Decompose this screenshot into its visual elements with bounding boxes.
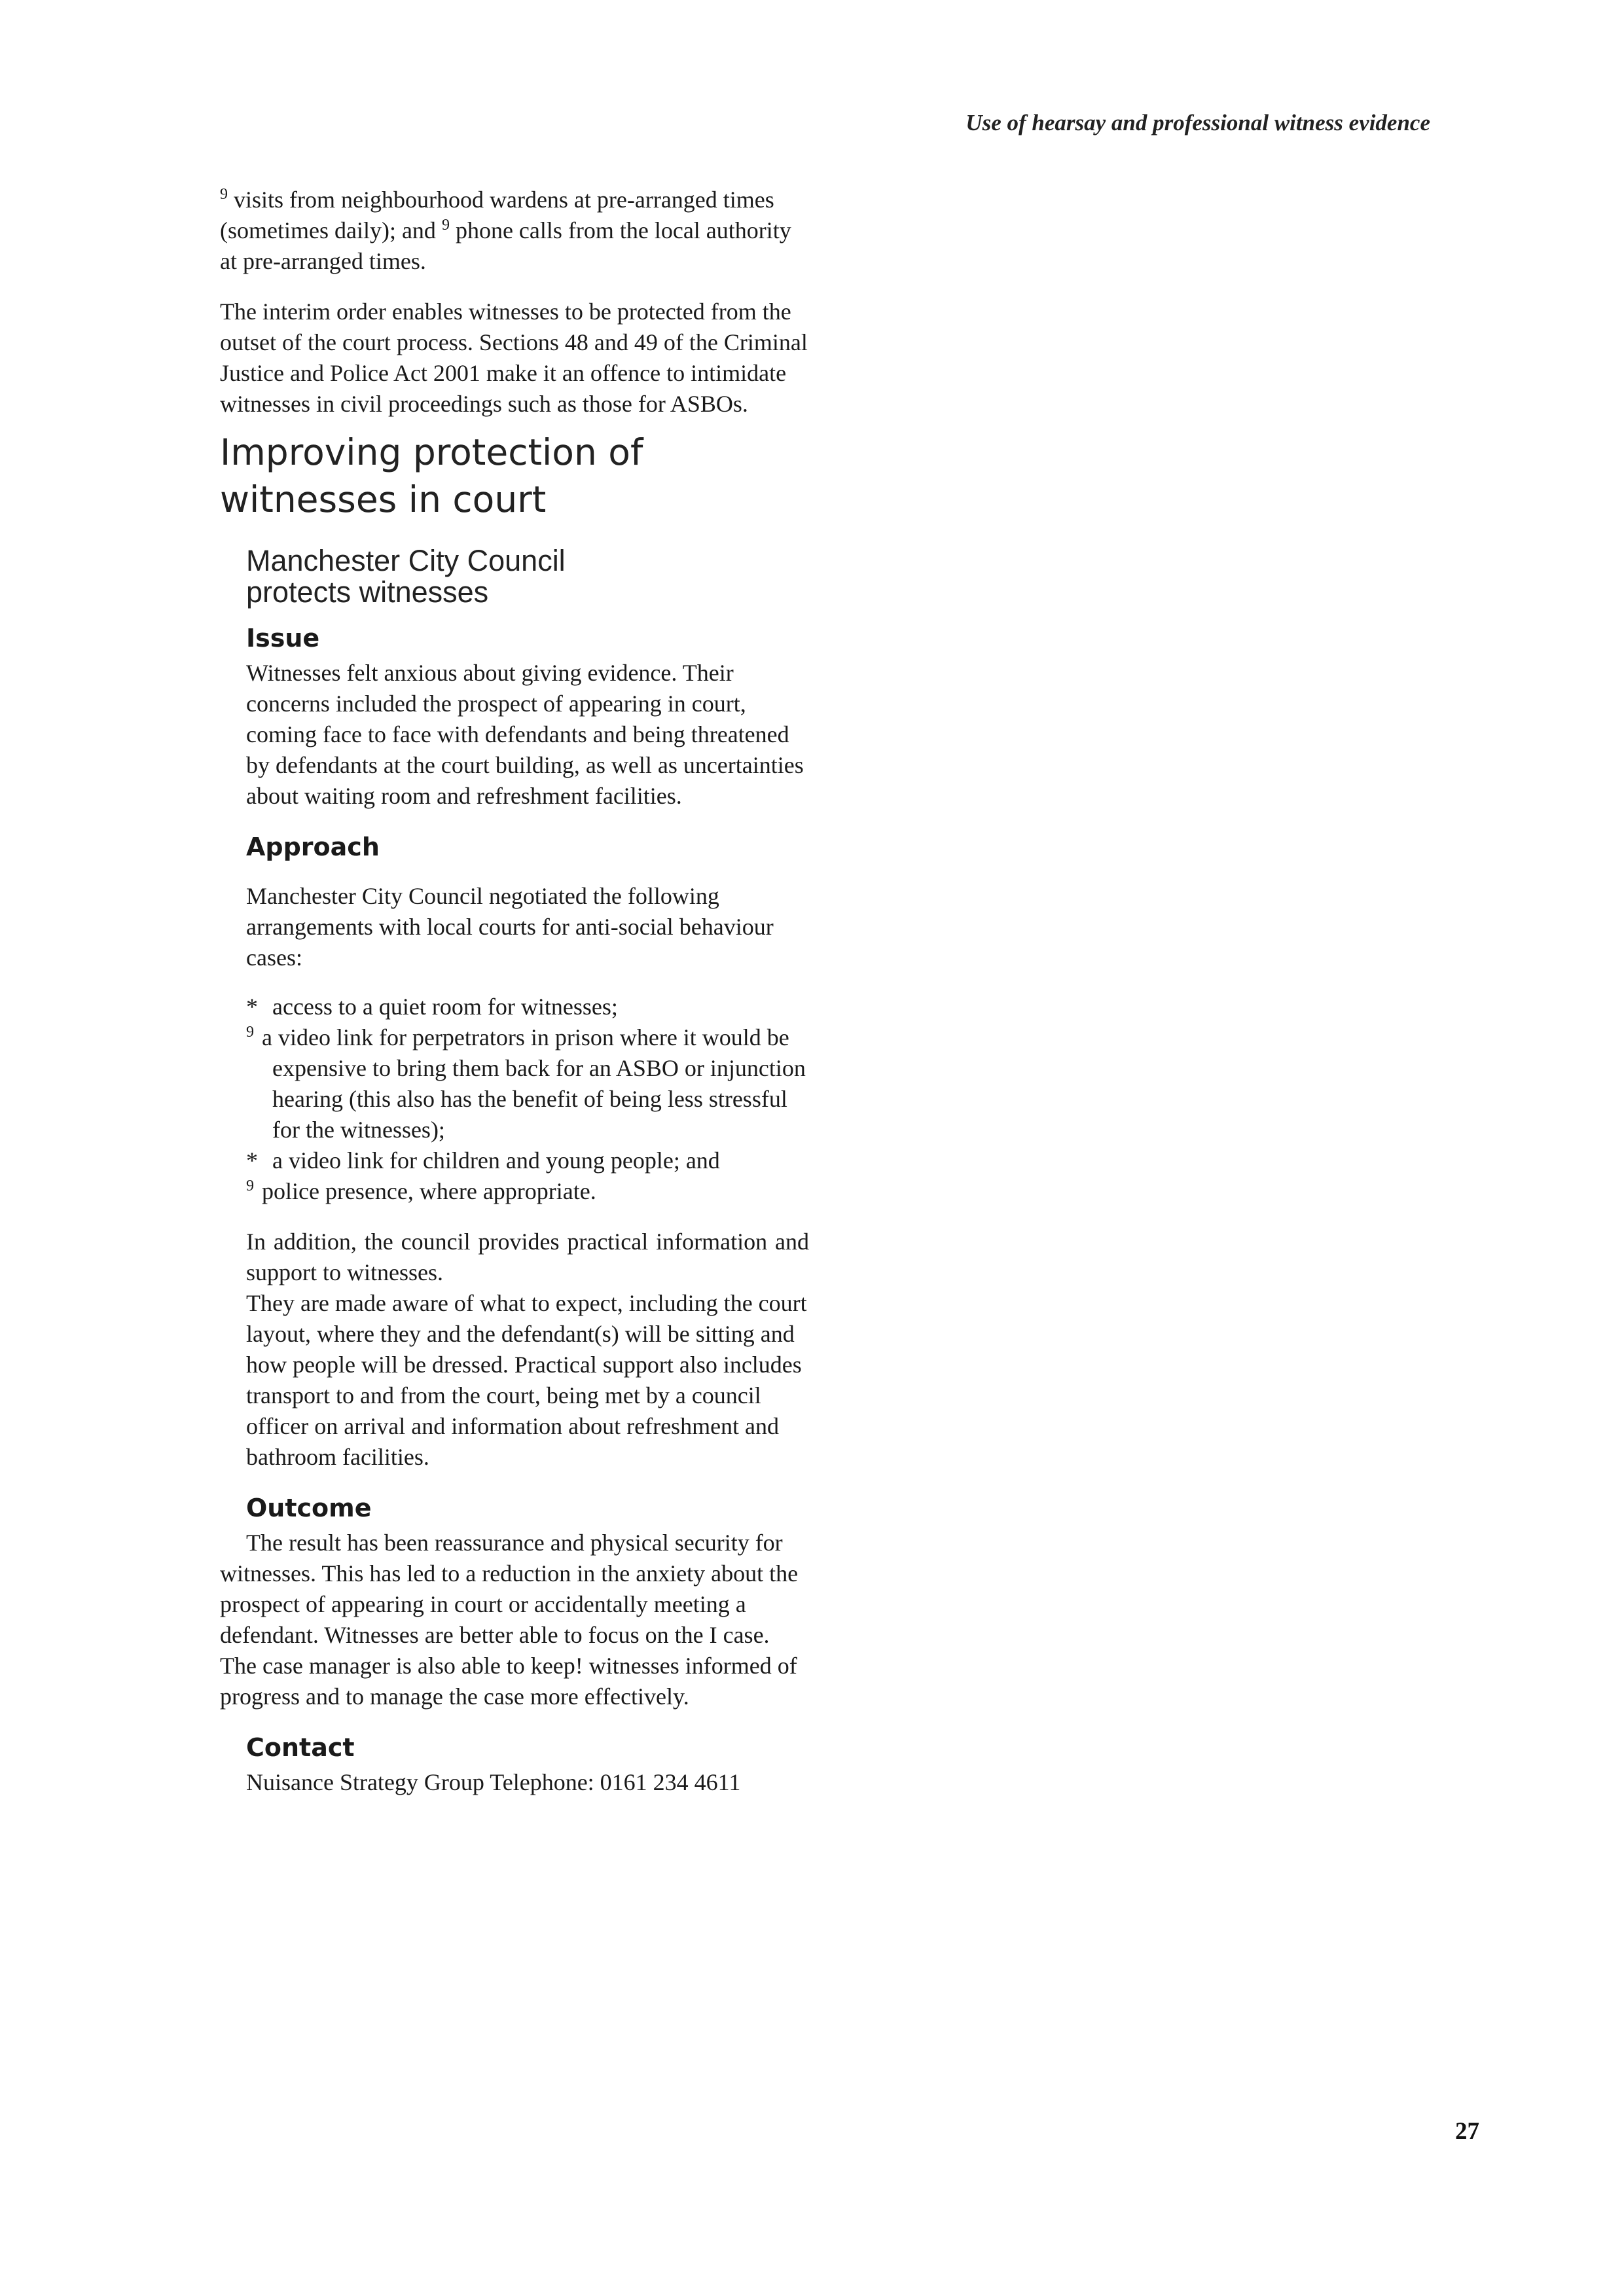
case-study-title bbox=[246, 545, 809, 608]
tick-mark: 9 bbox=[441, 217, 450, 234]
issue-heading: Issue bbox=[246, 624, 320, 653]
approach-heading: Approach bbox=[246, 833, 380, 861]
list-item: 9 police presence, where appropriate. bbox=[246, 1177, 596, 1204]
section-heading-line-1: Improving protection of bbox=[220, 431, 643, 473]
bullet-asterisk: * bbox=[246, 1147, 258, 1174]
contact-text: Nuisance Strategy Group Telephone: 0161 234 4611 bbox=[246, 1769, 741, 1795]
outcome-heading: Outcome bbox=[246, 1494, 372, 1522]
approach-addition-2: They are made aware of what to expect, including the court layout, where they and the defendant(s) will be sitting and how people will be dressed. Practical support also includes transport to and from the court, being met by a council officer on arrival and information about refreshment and bathroom facilities. bbox=[246, 1290, 807, 1470]
contact-heading: Contact bbox=[246, 1733, 355, 1762]
intro-line-1: visits from neighbourhood wardens at pre-arranged times (sometimes daily); and bbox=[220, 187, 774, 243]
tick-mark: 9 bbox=[220, 186, 228, 203]
approach-intro: Manchester City Council negotiated the following arrangements with local courts for anti-social behaviour cases: bbox=[246, 883, 774, 971]
list-item: * access to a quiet room for witnesses; bbox=[246, 992, 809, 1022]
page-number: 27 bbox=[1455, 2118, 1479, 2145]
approach-addition-1: In addition, the council provides practical information and support to witnesses. bbox=[246, 1229, 809, 1285]
section-heading-line-2: witnesses in court bbox=[220, 478, 547, 520]
running-header: Use of hearsay and professional witness evidence bbox=[965, 110, 1430, 135]
outcome-text: The result has been reassurance and physical security for witnesses. This has led to a reduction in the anxiety about the prospect of appearing in court or accidentally meeting a defendant. Witnesses are better able to focus on the I case. The case manager is also able to keep! witnesses informed of progress and to manage the case more effectively. bbox=[220, 1530, 799, 1710]
approach-list bbox=[246, 992, 809, 1207]
case-study-title-line-2: protects witnesses bbox=[246, 575, 489, 609]
bullet-asterisk: * bbox=[246, 994, 258, 1020]
list-item: 9 a video link for perpetrators in prison where it would be expensive to bring them back for an ASBO or injunction hearing (this also has the benefit of being less stressful for the witnesses); bbox=[246, 1024, 806, 1143]
section-heading bbox=[220, 429, 809, 523]
intro-line-2: phone calls from the local authority at pre-arranged times. bbox=[220, 217, 791, 274]
issue-text: Witnesses felt anxious about giving evidence. Their concerns included the prospect of appearing in court, coming face to face with defendants and being threatened by defendants at the court building, as well as uncertainties about waiting room and refreshment facilities. bbox=[246, 660, 804, 809]
intro-list-lines bbox=[220, 185, 809, 277]
main-column bbox=[220, 185, 809, 1798]
list-item: * a video link for children and young people; and bbox=[246, 1145, 809, 1176]
case-study-title-line-1: Manchester City Council bbox=[246, 544, 566, 577]
intro-paragraph: The interim order enables witnesses to be protected from the outset of the court process. Sections 48 and 49 of the Criminal Justice and Police Act 2001 make it an offence to intimidate witnesses in civil proceedings such as those for ASBOs. bbox=[220, 298, 808, 417]
